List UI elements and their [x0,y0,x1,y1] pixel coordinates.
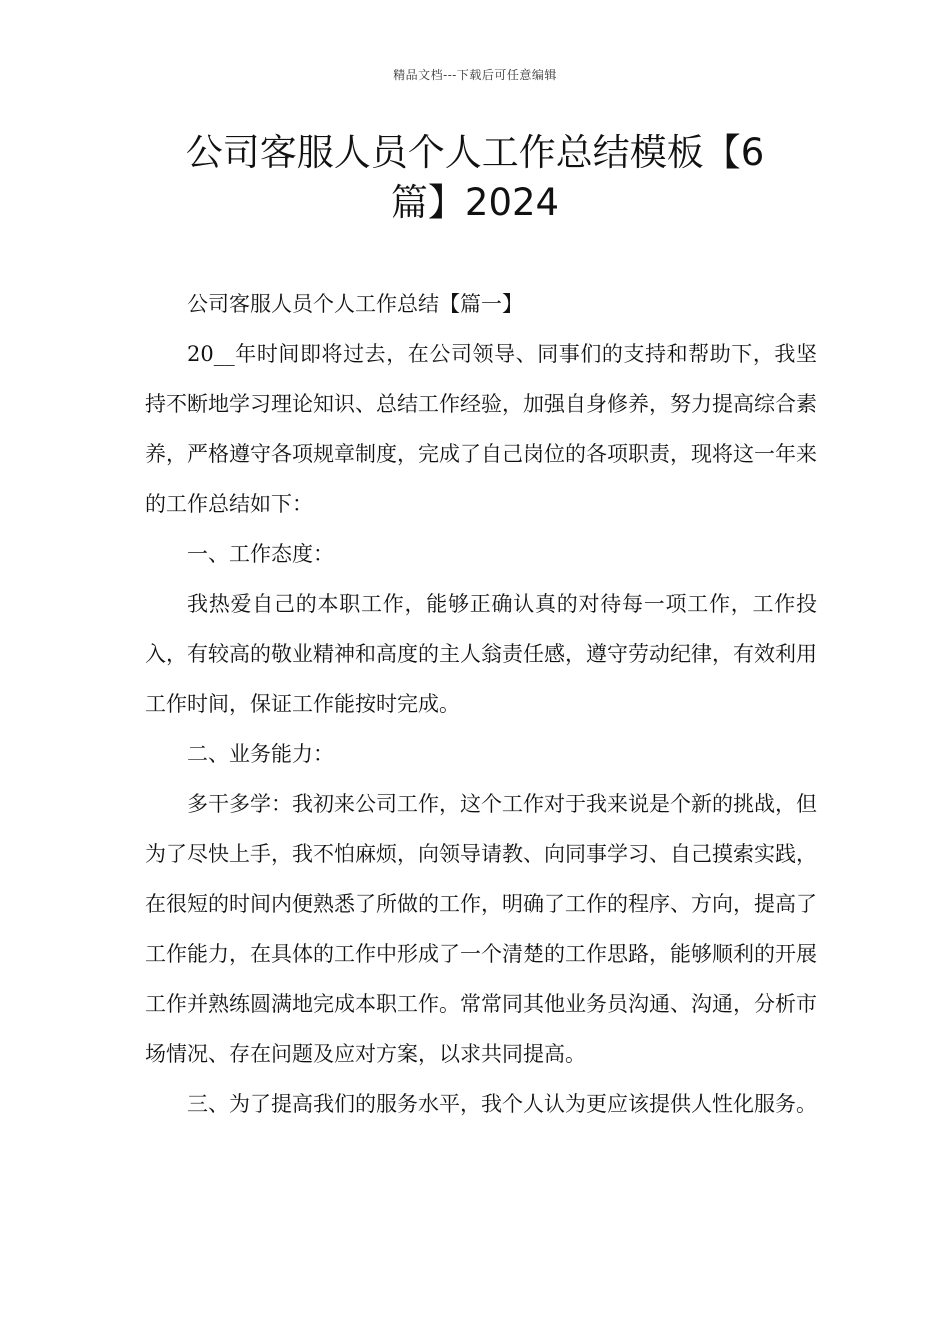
paragraph-service: 三、为了提高我们的服务水平，我个人认为更应该提供人性化服务。 [187,1092,817,1116]
title-line-2: 篇】2024 [390,181,560,224]
section-heading-attitude: 一、工作态度： [187,542,334,566]
section-heading-ability: 二、业务能力： [187,742,334,766]
title-line-1: 公司客服人员个人工作总结模板【6 [185,131,765,174]
document-body [145,279,817,1129]
paragraph-attitude: 我热爱自己的本职工作，能够正确认真的对待每一项工作，工作投入，有较高的敬业精神和高度的主人翁责任感，遵守劳动纪律，有效利用工作时间，保证工作能按时完成。 [145,592,817,716]
document-title [150,128,800,228]
section-heading-part-one: 公司客服人员个人工作总结【篇一】 [187,292,523,316]
header-note: 精品文档---下载后可任意编辑 [393,68,557,82]
paragraph-intro: 20__年时间即将过去，在公司领导、同事们的支持和帮助下，我坚持不断地学习理论知识、总结工作经验，加强自身修养，努力提高综合素养，严格遵守各项规章制度，完成了自己岗位的各项职责，现将这一年来的工作总结如下： [145,342,817,516]
paragraph-ability: 多干多学：我初来公司工作，这个工作对于我来说是个新的挑战，但为了尽快上手，我不怕麻烦，向领导请教、向同事学习、自己摸索实践，在很短的时间内便熟悉了所做的工作，明确了工作的程序、方向，提高了工作能力，在具体的工作中形成了一个清楚的工作思路，能够顺利的开展工作并熟练圆满地完成本职工作。常常同其他业务员沟通、沟通，分析市场情况、存在问题及应对方案，以求共同提高。 [145,792,817,1066]
